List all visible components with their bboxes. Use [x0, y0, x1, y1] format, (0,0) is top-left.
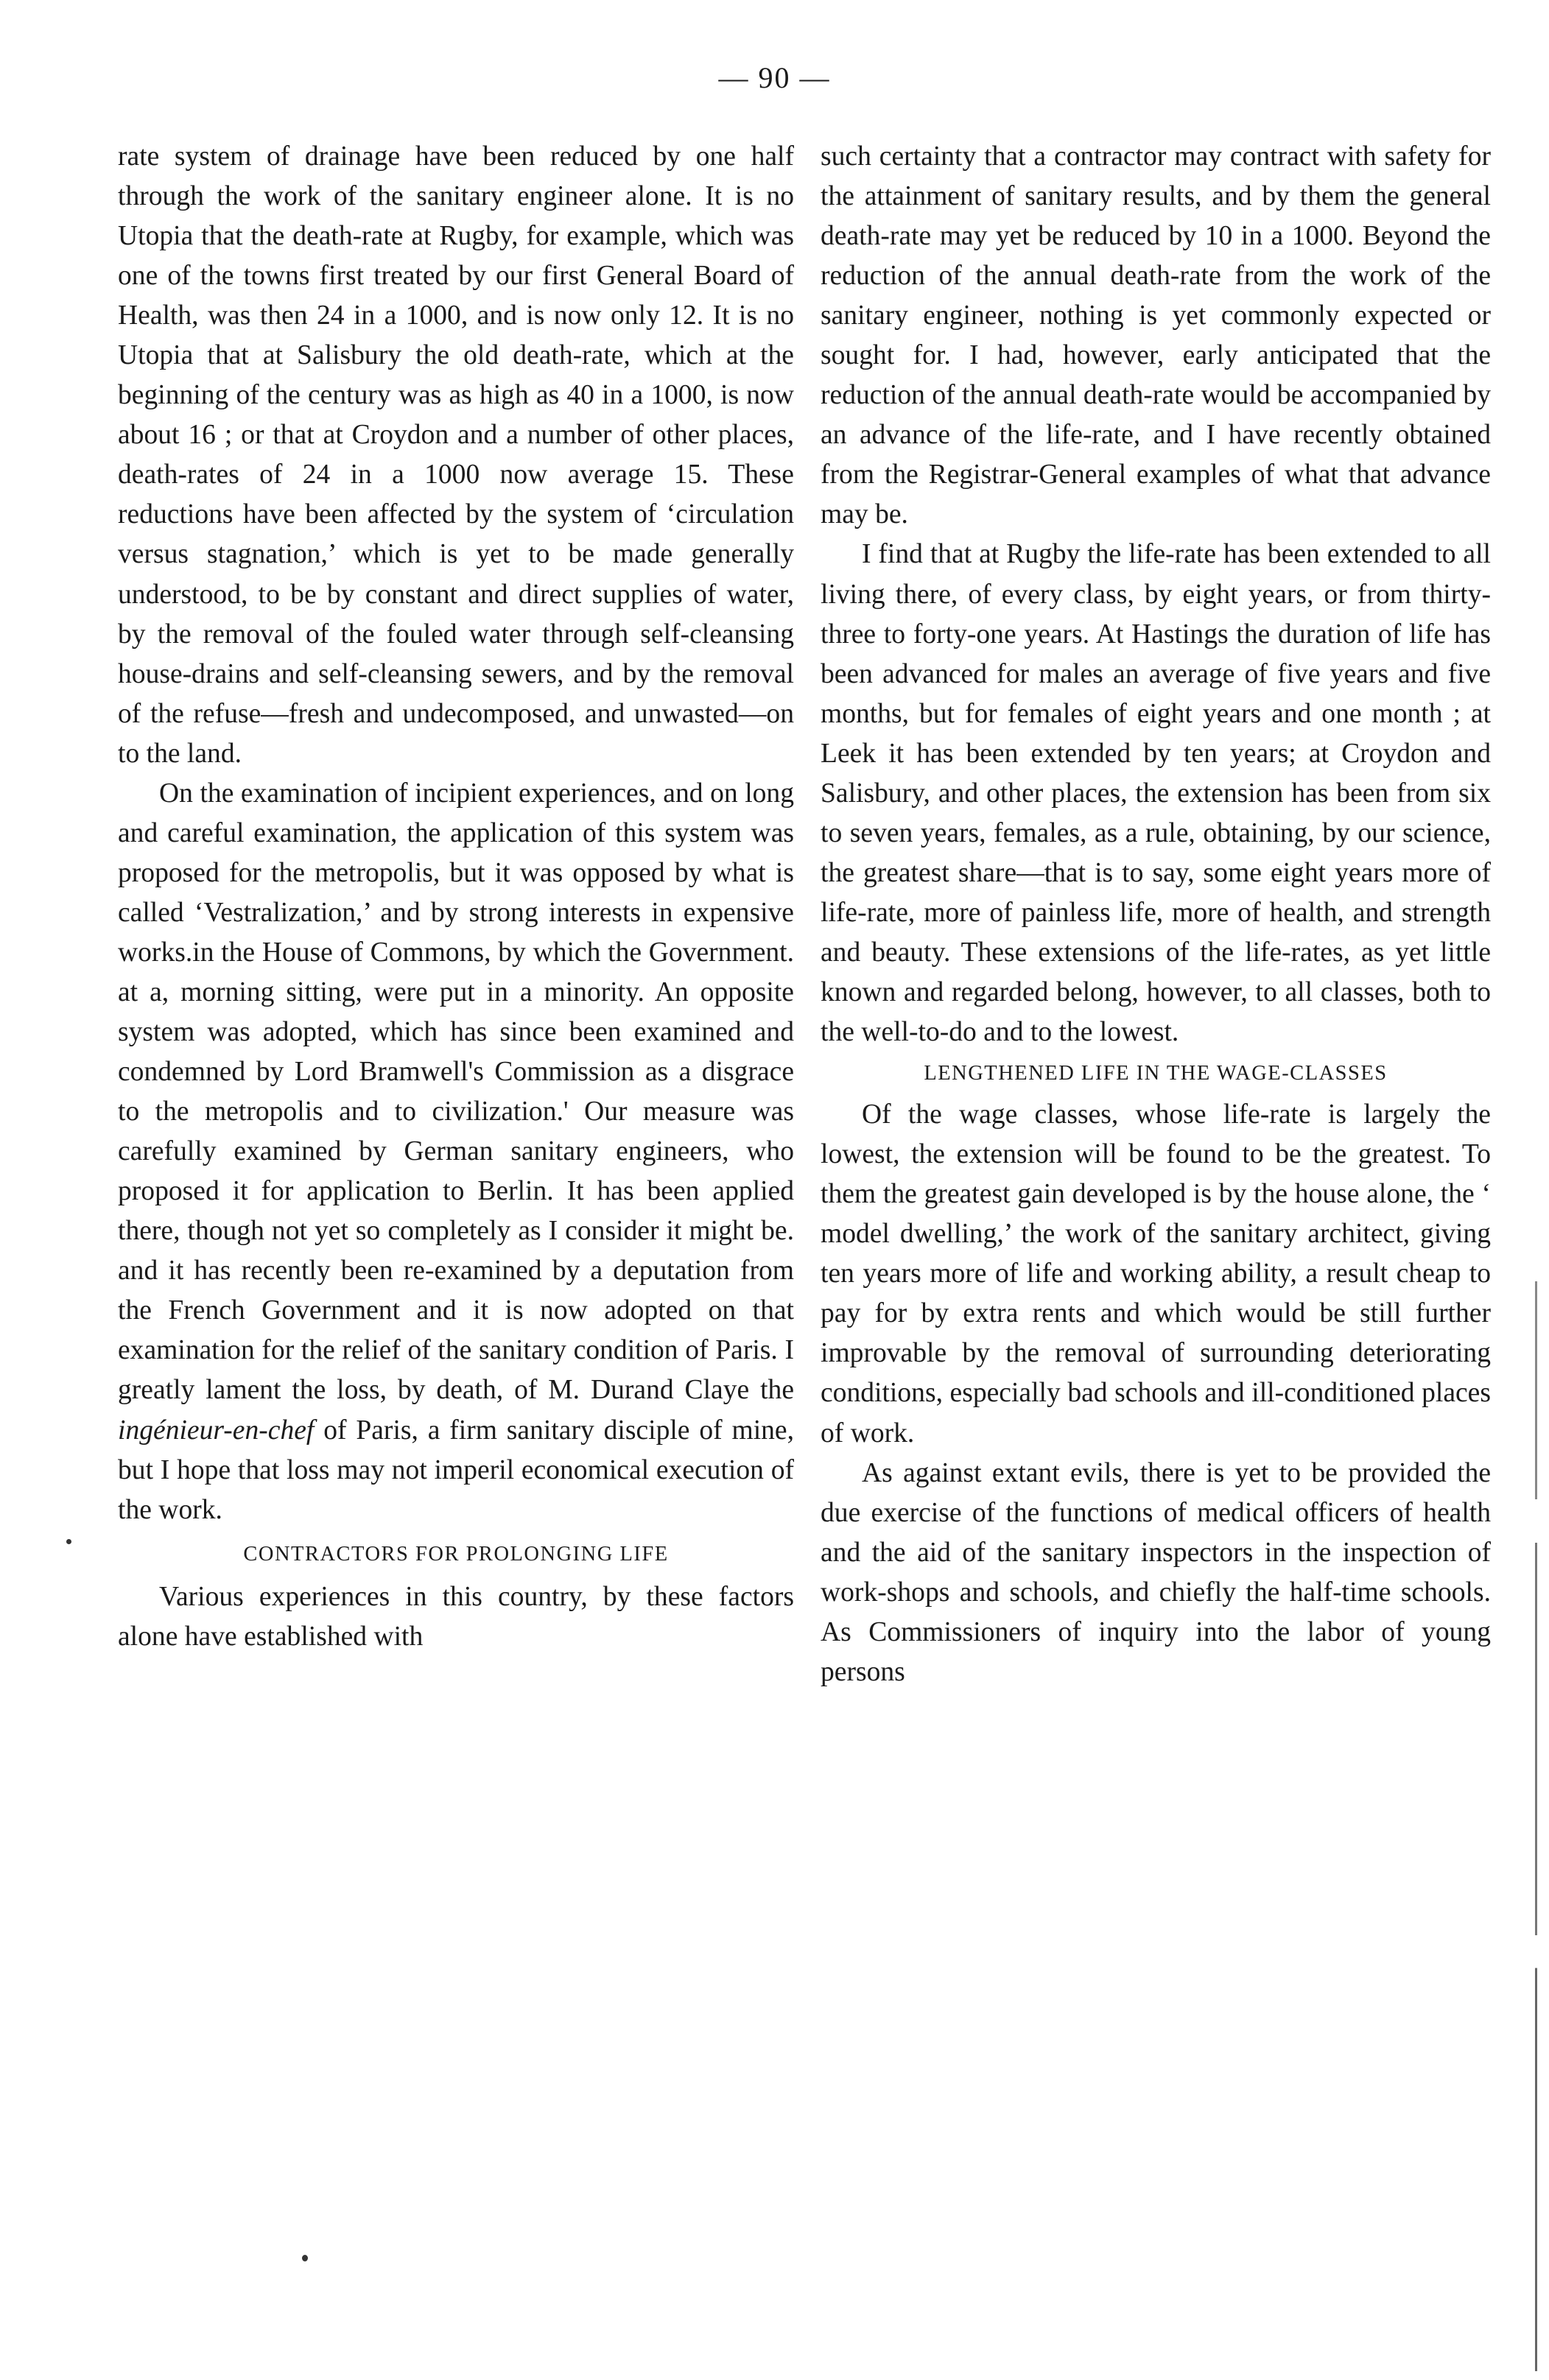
paragraph: rate system of drainage have been reduced by one half through the work of the sanitary engineer alone. It is no Utopia that the death-rate at Rugby, for example, which was one of the towns first treated by our first General Board of Health, was then 24 in a 1000, and is now only 12. It is no Utopia that at Salisbury the old death-rate, which at the beginning of the century was as high as 40 in a 1000, is now about 16 ; or that at Croydon and a number of other places, death-rates of 24 in a 1000 now average 15. These reductions have been affected by the system of ‘circulation versus stagnation,’ which is yet to be made generally understood, to be by constant and direct supplies of water, by the removal of the fouled water through self-cleansing house-drains and self-cleansing sewers, and by the removal of the refuse—fresh and undecomposed, and unwasted—on to the land.: [118, 141, 794, 769]
ink-speck: [302, 2255, 308, 2261]
paragraph-text: of Paris, a firm sanitary disciple of mine, but I hope that loss may not imperil economical execution of the work.: [118, 1415, 794, 1525]
paragraph: such certainty that a contractor may contract with safety for the attainment of sanitary results, and by them the general death-rate may yet be reduced by 10 in a 1000. Beyond the reduction of the annual death-rate from the work of the sanitary engineer, nothing is yet commonly expected or sought for. I had, however, early anticipated that the reduction of the annual death-rate would be accompanied by an advance of the life-rate, and I have recently obtained from the Registrar-General examples of what that advance may be.: [821, 141, 1491, 530]
paragraph-text: On the examination of incipient experiences, and on long and careful examination, the application of this system was proposed for the metropolis, but it was opposed by what is called ‘Vestralization,’ and by strong interests in expensive works.in the House of Commons, by which the Government. at a, morning sitting, were put in a minority. An opposite system was adopted, which has since been examined and condemned by Lord Bramwell's Commission as a disgrace to the metropolis and to civilization.' Our measure was carefully examined by German sanitary engineers, who proposed it for application to Berlin. It has been applied there, though not yet so completely as I consider it might be. and it has recently been re-examined by a deputation from the French Government and it is now adopted on that examination for the relief of the sanitary condition of Paris. I greatly lament the loss, by death, of M. Durand Claye the: [118, 778, 794, 1406]
paragraph: Of the wage classes, whose life-rate is largely the lowest, the extension will be found to be the greatest. To them the greatest gain developed is by the house alone, the ‘ model dwelling,’ the work of the sanitary architect, giving ten years more of life and working ability, a result cheap to pay for by extra rents and which would be still further improvable by the removal of surrounding deteriorating conditions, especially bad schools and ill-conditioned places of work.: [821, 1099, 1491, 1448]
right-column: [821, 137, 1491, 1692]
paragraph: I find that at Rugby the life-rate has been extended to all living there, of every class, by eight years, or from thirty-three to forty-one years. At Hastings the duration of life has been advanced for males an average of five years and five months, but for females of eight years and one month ; at Leek it has been extended by ten years; at Croydon and Salisbury, and other places, the extension has been from six to seven years, females, as a rule, obtaining, by our science, the greatest share—that is to say, some eight years more of life-rate, more of painless life, more of health, and strength and beauty. These extensions of the life-rates, as yet little known and regarded belong, however, to all classes, both to the well-to-do and to the lowest.: [821, 539, 1491, 1048]
page-number: — 90 —: [718, 61, 831, 94]
paragraph: Various experiences in this country, by these factors alone have established with: [118, 1581, 794, 1652]
section-heading: LENGTHENED LIFE IN THE WAGE-CLASSES: [924, 1062, 1388, 1085]
paragraph: As against extant evils, there is yet to be provided the due exercise of the functions of medical officers of health and the aid of the sanitary inspectors in the inspection of work-shops and schools, and chiefly the half-time schools. As Commissioners of inquiry into the labor of young persons: [821, 1457, 1491, 1687]
italic-term: ingénieur-en-chef: [118, 1415, 315, 1446]
margin-dot: [66, 1539, 71, 1544]
section-heading: CONTRACTORS FOR PROLONGING LIFE: [243, 1542, 669, 1566]
page-edge-rule: [1535, 1281, 1537, 2371]
paragraph: [118, 774, 794, 1530]
left-column: [118, 137, 794, 1657]
